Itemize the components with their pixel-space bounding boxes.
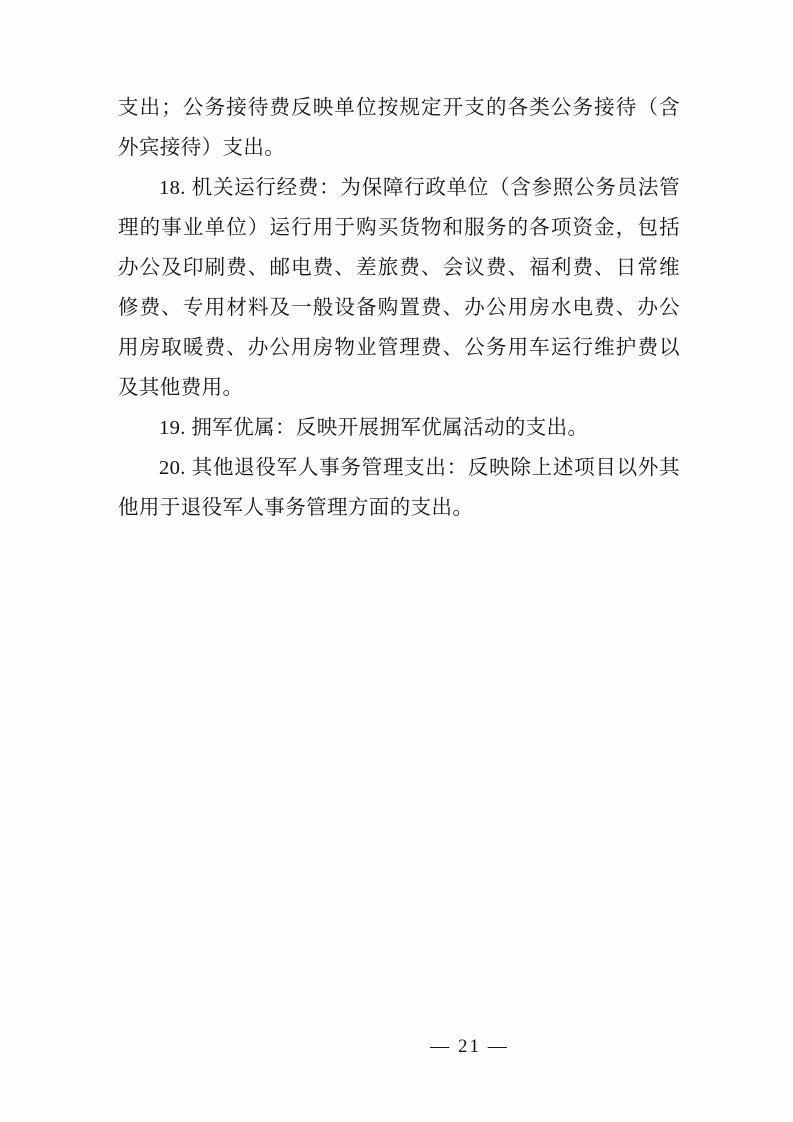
document-body (118, 88, 680, 528)
paragraph-item-18: 18. 机关运行经费：为保障行政单位（含参照公务员法管理的事业单位）运行用于购买货物和服务的各项资金，包括办公及印刷费、邮电费、差旅费、会议费、福利费、日常维修费、专用材料及一般设备购置费、办公用房水电费、办公用房取暖费、办公用房物业管理费、公务用车运行维护费以及其他费用。 (118, 177, 680, 399)
paragraph-item-20: 20. 其他退役军人事务管理支出：反映除上述项目以外其他用于退役军人事务管理方面的支出。 (118, 457, 680, 519)
page-number-text: — 21 — (430, 1036, 509, 1057)
paragraph-continuation: 支出；公务接待费反映单位按规定开支的各类公务接待（含外宾接待）支出。 (118, 97, 680, 159)
paragraph-item-19: 19. 拥军优属：反映开展拥军优属活动的支出。 (159, 417, 589, 439)
page-number-footer (0, 1036, 793, 1058)
